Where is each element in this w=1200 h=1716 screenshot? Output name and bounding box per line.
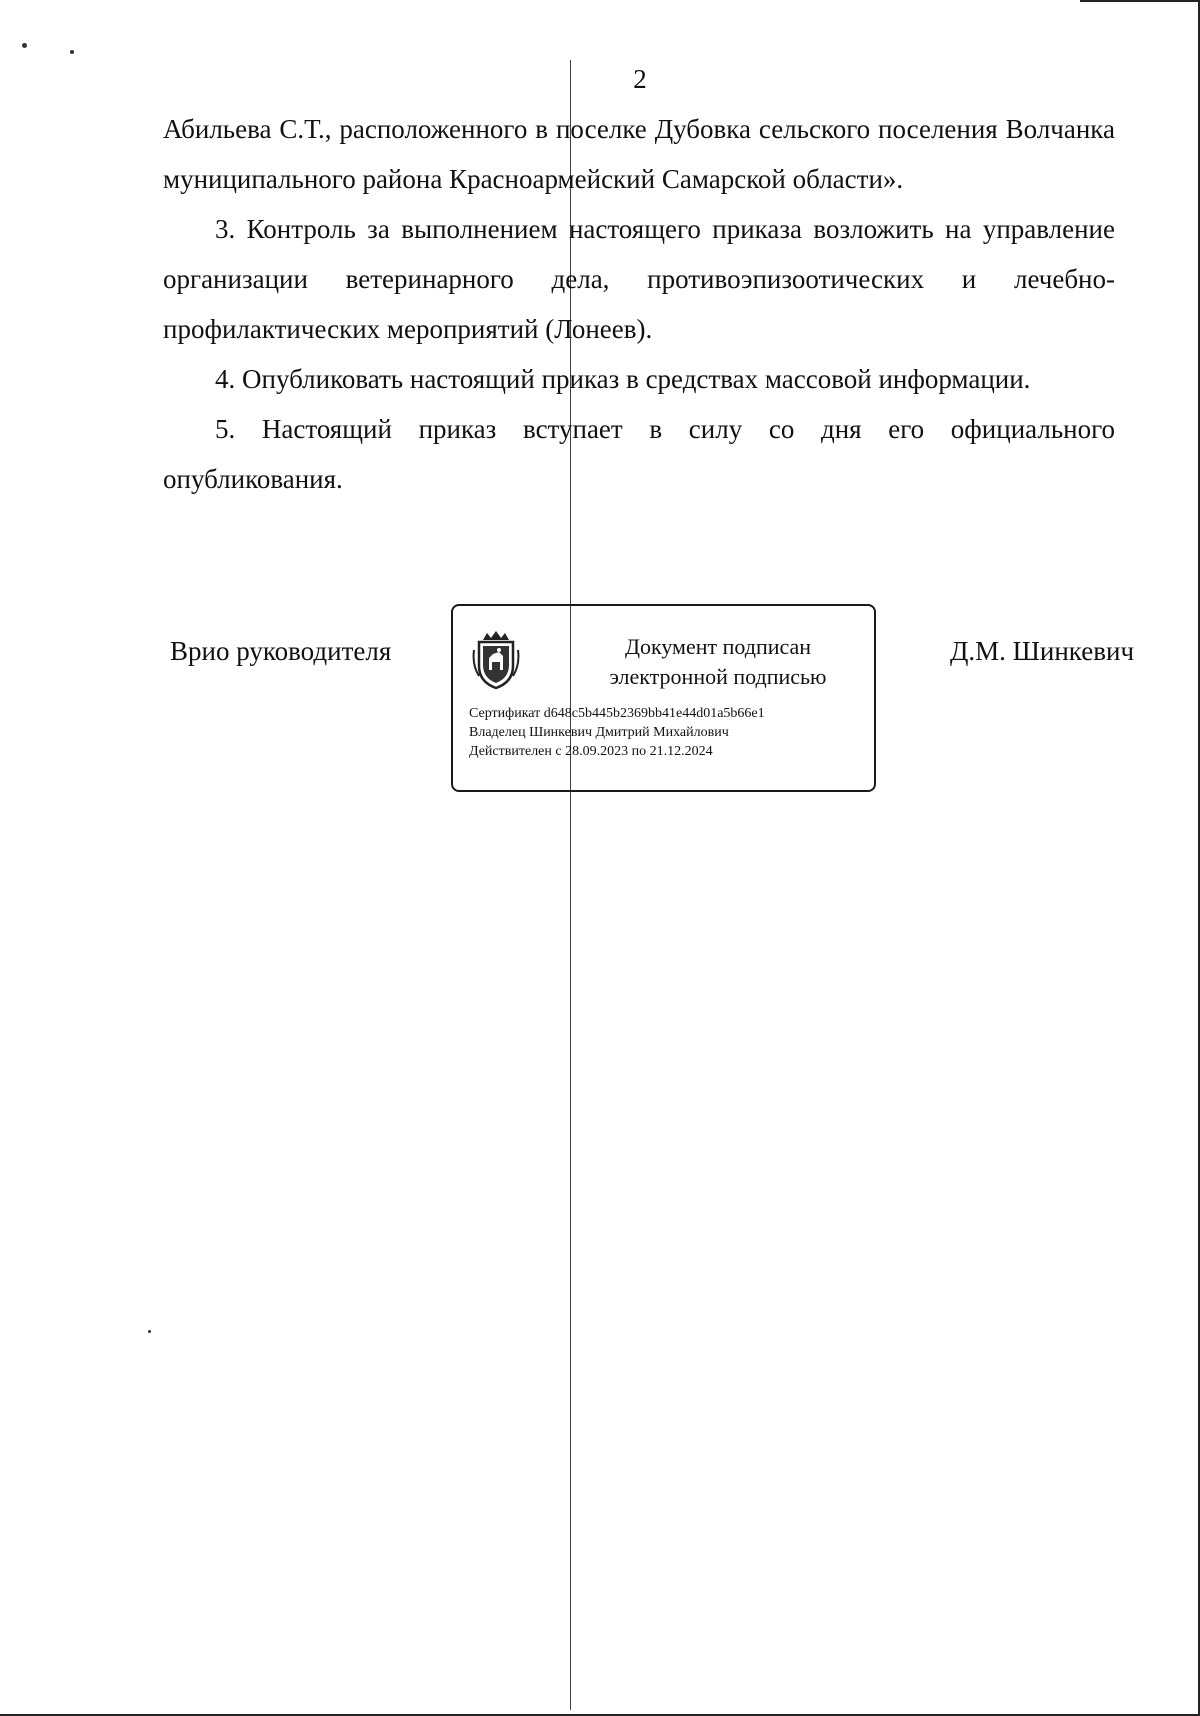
signer-name: Д.М. Шинкевич xyxy=(950,636,1135,666)
stamp-title-line-2: электронной подписью xyxy=(609,664,827,689)
scan-edge-top xyxy=(1080,0,1200,2)
paragraph-item-3: 3. Контроль за выполнением настоящего приказа возложить на управление организации ветеринарного дела, противоэпизоотических и лечебно-профилактических мероприятий (Лонеев). xyxy=(163,214,1115,344)
stamp-owner: Владелец Шинкевич Дмитрий Михайлович xyxy=(469,725,729,740)
electronic-signature-stamp xyxy=(451,604,876,792)
stamp-title xyxy=(573,632,863,692)
document-body xyxy=(163,104,1115,504)
coat-of-arms-icon xyxy=(471,630,521,690)
paragraph-item-4: 4. Опубликовать настоящий приказ в средствах массовой информации. xyxy=(215,364,1031,394)
scan-speck xyxy=(22,43,27,48)
scan-speck xyxy=(148,1330,151,1333)
stamp-title-line-1: Документ подписан xyxy=(624,634,812,659)
scan-speck xyxy=(70,50,74,54)
signer-position: Врио руководителя xyxy=(170,636,392,666)
paragraph-item-5: 5. Настоящий приказ вступает в силу со дня его официального опубликования. xyxy=(163,414,1115,494)
paragraph-continuation: Абильева С.Т., расположенного в поселке Дубовка сельского поселения Волчанка муниципального района Красноармейский Самарской области». xyxy=(163,114,1115,194)
stamp-certificate: Сертификат d648c5b445b2369bb41e44d01a5b66e1 xyxy=(469,706,765,721)
stamp-details xyxy=(469,704,765,761)
page-number: 2 xyxy=(633,64,647,94)
stamp-validity: Действителен с 28.09.2023 по 21.12.2024 xyxy=(469,744,713,759)
